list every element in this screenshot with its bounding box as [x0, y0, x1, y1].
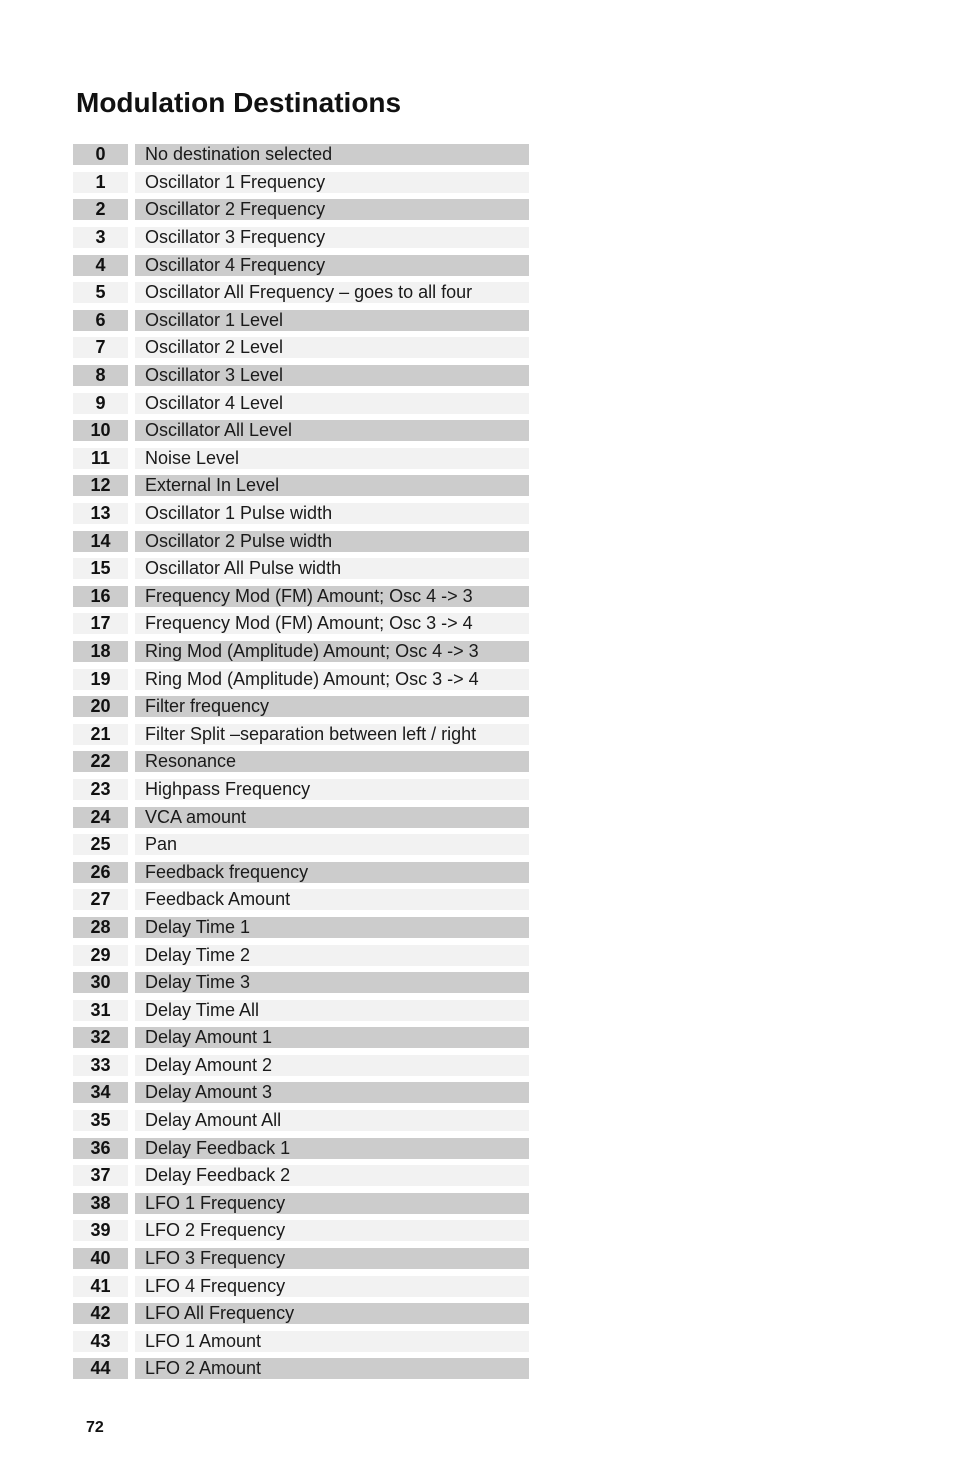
destination-number: 32 [73, 1027, 128, 1048]
table-row [73, 417, 529, 445]
table-row [73, 500, 529, 528]
destination-number: 1 [73, 172, 128, 193]
table-row [73, 831, 529, 859]
destination-label: Delay Time 3 [135, 972, 529, 993]
destination-number: 43 [73, 1331, 128, 1352]
destination-label: Oscillator 2 Pulse width [135, 531, 529, 552]
destination-number: 16 [73, 586, 128, 607]
table-row [73, 1217, 529, 1245]
table-row [73, 1052, 529, 1080]
destination-number: 35 [73, 1110, 128, 1131]
table-row [73, 583, 529, 611]
table-row [73, 1134, 529, 1162]
page-number: 72 [86, 1419, 104, 1436]
destination-number: 38 [73, 1193, 128, 1214]
destination-number: 9 [73, 393, 128, 414]
destination-label: Oscillator 4 Frequency [135, 255, 529, 276]
table-row [73, 279, 529, 307]
destination-label: External In Level [135, 475, 529, 496]
destination-number: 6 [73, 310, 128, 331]
destination-number: 25 [73, 834, 128, 855]
table-row [73, 141, 529, 169]
destination-number: 3 [73, 227, 128, 248]
destination-label: LFO 3 Frequency [135, 1248, 529, 1269]
destination-label: LFO 1 Amount [135, 1331, 529, 1352]
destination-label: Ring Mod (Amplitude) Amount; Osc 3 -> 4 [135, 669, 529, 690]
destination-number: 13 [73, 503, 128, 524]
destination-label: Frequency Mod (FM) Amount; Osc 3 -> 4 [135, 613, 529, 634]
table-row [73, 665, 529, 693]
destination-number: 42 [73, 1303, 128, 1324]
table-row [73, 1300, 529, 1328]
table-row [73, 555, 529, 583]
table-row [73, 472, 529, 500]
destination-number: 33 [73, 1055, 128, 1076]
table-row [73, 941, 529, 969]
destination-label: LFO 1 Frequency [135, 1193, 529, 1214]
destination-label: Oscillator All Pulse width [135, 558, 529, 579]
destination-number: 36 [73, 1138, 128, 1159]
table-row [73, 169, 529, 197]
destination-label: Filter Split –separation between left / right [135, 724, 529, 745]
destination-label: Feedback Amount [135, 889, 529, 910]
destination-number: 39 [73, 1220, 128, 1241]
table-row [73, 196, 529, 224]
table-row [73, 334, 529, 362]
destination-number: 23 [73, 779, 128, 800]
table-row [73, 638, 529, 666]
destination-number: 11 [73, 448, 128, 469]
table-row [73, 1079, 529, 1107]
table-row [73, 527, 529, 555]
table-row [73, 1162, 529, 1190]
destination-number: 5 [73, 282, 128, 303]
destination-label: LFO 2 Frequency [135, 1220, 529, 1241]
destination-label: LFO 4 Frequency [135, 1276, 529, 1297]
destination-number: 27 [73, 889, 128, 910]
destination-label: VCA amount [135, 807, 529, 828]
destination-label: Delay Amount 3 [135, 1082, 529, 1103]
table-row [73, 224, 529, 252]
table-row [73, 362, 529, 390]
destination-number: 12 [73, 475, 128, 496]
table-row [73, 720, 529, 748]
destination-label: Oscillator 1 Pulse width [135, 503, 529, 524]
destination-label: Oscillator 3 Frequency [135, 227, 529, 248]
destination-number: 15 [73, 558, 128, 579]
table-row [73, 1024, 529, 1052]
destination-label: Delay Feedback 1 [135, 1138, 529, 1159]
destination-label: Noise Level [135, 448, 529, 469]
destination-number: 4 [73, 255, 128, 276]
destination-number: 2 [73, 199, 128, 220]
page-title: Modulation Destinations [76, 87, 402, 118]
table-row [73, 1190, 529, 1218]
table-row [73, 693, 529, 721]
table-row [73, 1355, 529, 1383]
destination-number: 0 [73, 144, 128, 165]
destination-label: Delay Amount 2 [135, 1055, 529, 1076]
table-row [73, 307, 529, 335]
destination-label: Delay Feedback 2 [135, 1165, 529, 1186]
table-row [73, 776, 529, 804]
destination-number: 19 [73, 669, 128, 690]
destination-number: 37 [73, 1165, 128, 1186]
modulation-destinations-table [73, 141, 529, 1383]
table-row [73, 886, 529, 914]
table-row [73, 803, 529, 831]
table-row [73, 969, 529, 997]
table-row [73, 996, 529, 1024]
destination-label: Oscillator 2 Level [135, 337, 529, 358]
destination-number: 30 [73, 972, 128, 993]
destination-label: Oscillator 1 Frequency [135, 172, 529, 193]
destination-number: 34 [73, 1082, 128, 1103]
table-row [73, 858, 529, 886]
destination-number: 10 [73, 420, 128, 441]
destination-label: Delay Time All [135, 1000, 529, 1021]
destination-number: 22 [73, 751, 128, 772]
table-row [73, 748, 529, 776]
destination-label: Filter frequency [135, 696, 529, 717]
destination-number: 17 [73, 613, 128, 634]
table-row [73, 914, 529, 942]
destination-label: LFO 2 Amount [135, 1358, 529, 1379]
table-row [73, 445, 529, 473]
destination-number: 21 [73, 724, 128, 745]
destination-number: 26 [73, 862, 128, 883]
destination-number: 20 [73, 696, 128, 717]
destination-label: Oscillator 3 Level [135, 365, 529, 386]
table-row [73, 1272, 529, 1300]
destination-label: Oscillator 2 Frequency [135, 199, 529, 220]
destination-label: Delay Time 1 [135, 917, 529, 938]
destination-label: Feedback frequency [135, 862, 529, 883]
table-row [73, 610, 529, 638]
destination-label: Resonance [135, 751, 529, 772]
destination-label: Ring Mod (Amplitude) Amount; Osc 4 -> 3 [135, 641, 529, 662]
table-row [73, 1328, 529, 1356]
destination-label: Oscillator All Level [135, 420, 529, 441]
destination-label: No destination selected [135, 144, 529, 165]
destination-label: Highpass Frequency [135, 779, 529, 800]
destination-number: 7 [73, 337, 128, 358]
destination-number: 40 [73, 1248, 128, 1269]
destination-label: Oscillator 4 Level [135, 393, 529, 414]
destination-number: 14 [73, 531, 128, 552]
destination-label: Pan [135, 834, 529, 855]
destination-number: 28 [73, 917, 128, 938]
table-row [73, 1107, 529, 1135]
destination-label: Frequency Mod (FM) Amount; Osc 4 -> 3 [135, 586, 529, 607]
table-row [73, 389, 529, 417]
destination-number: 8 [73, 365, 128, 386]
destination-number: 41 [73, 1276, 128, 1297]
destination-label: Oscillator 1 Level [135, 310, 529, 331]
destination-number: 31 [73, 1000, 128, 1021]
destination-label: Oscillator All Frequency – goes to all four [135, 282, 529, 303]
destination-number: 44 [73, 1358, 128, 1379]
destination-label: Delay Amount 1 [135, 1027, 529, 1048]
destination-number: 24 [73, 807, 128, 828]
destination-label: Delay Time 2 [135, 945, 529, 966]
destination-number: 18 [73, 641, 128, 662]
destination-label: LFO All Frequency [135, 1303, 529, 1324]
destination-number: 29 [73, 945, 128, 966]
table-row [73, 251, 529, 279]
table-row [73, 1245, 529, 1273]
destination-label: Delay Amount All [135, 1110, 529, 1131]
